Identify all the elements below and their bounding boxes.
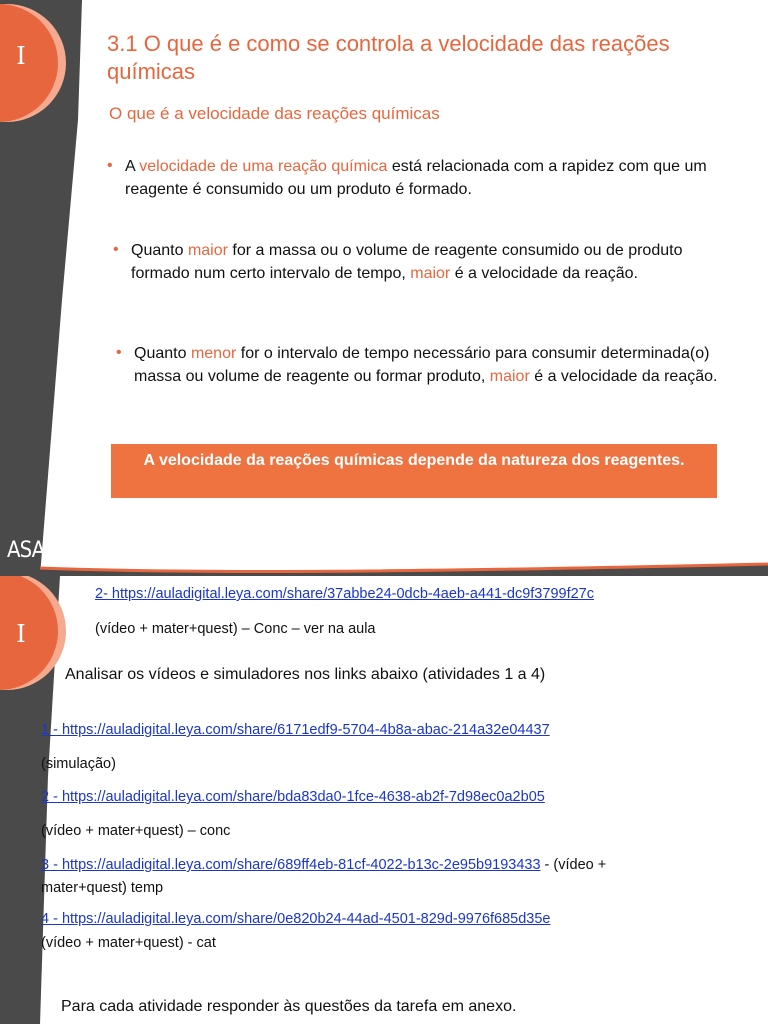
slide-2: [0, 576, 768, 1024]
bullet-text: for a massa ou o volume de reagente consumido ou de produto formado num certo intervalo de tempo,: [131, 242, 683, 282]
activity-note-2: (vídeo + mater+quest) – conc: [41, 823, 231, 839]
bullet-velocity-definition: [107, 155, 735, 201]
activity-note-top: (vídeo + mater+quest) – Conc – ver na aula: [95, 621, 376, 637]
bullet-text: A: [125, 158, 140, 175]
bullet-greater-mass: [113, 239, 731, 285]
activity-link-4[interactable]: 4 - https://auladigital.leya.com/share/0e820b24-44ad-4501-829d-9976f685d35e: [41, 911, 551, 927]
activity-note-3: - (vídeo +: [540, 857, 607, 873]
activity-note-1: (simulação): [41, 756, 116, 772]
activity-note-3-cont: mater+quest) temp: [41, 880, 164, 896]
activity-link-3[interactable]: 3 - https://auladigital.leya.com/share/689ff4eb-81cf-4022-b13c-2e95b9193433: [41, 857, 541, 873]
activity-link-1[interactable]: 1 - https://auladigital.leya.com/share/6171edf9-5704-4b8a-abac-214a32e04437: [41, 722, 550, 738]
bullet-text: Quanto: [131, 242, 188, 259]
asa-logo: ASA: [7, 538, 45, 563]
instructions-intro: Analisar os vídeos e simuladores nos links abaixo (atividades 1 a 4): [65, 666, 546, 683]
bullet-text: Quanto: [134, 345, 191, 362]
bullet-highlight: menor: [190, 345, 237, 362]
section-tab-letter: I: [16, 42, 26, 70]
bullet-smaller-interval: [116, 342, 724, 388]
activity-link-top[interactable]: 2- https://auladigital.leya.com/share/37abbe24-0dcb-4aeb-a441-dc9f3799f27c: [95, 586, 594, 602]
activity-note-4: (vídeo + mater+quest) - cat: [41, 935, 216, 951]
slide-title: 3.1 O que é e como se controla a velocidade das reações químicas: [107, 31, 670, 84]
bullet-highlight: maior: [489, 368, 530, 385]
footer-instruction: Para cada atividade responder às questões da tarefa em anexo.: [61, 998, 517, 1015]
bullet-dot-icon: •: [116, 344, 122, 361]
conclusion-banner: A velocidade da reações químicas depende da natureza dos reagentes.: [111, 444, 717, 498]
section-tab-letter: I: [16, 620, 26, 648]
orange-swoosh-divider: [0, 534, 768, 576]
bullet-dot-icon: •: [113, 241, 119, 258]
bullet-highlight: velocidade de uma reação química: [139, 158, 388, 175]
bullet-dot-icon: •: [107, 157, 113, 174]
bullet-text: é a velocidade da reação.: [450, 265, 638, 282]
bullet-text: está relacionada com a rapidez com que um reagente é consumido ou um produto é formado.: [125, 158, 707, 198]
slide-subtitle: O que é a velocidade das reações químicas: [109, 104, 440, 123]
bullet-highlight: maior: [187, 242, 228, 259]
activity-link-2[interactable]: 2 - https://auladigital.leya.com/share/bda83da0-1fce-4638-ab2f-7d98ec0a2b05: [41, 789, 545, 805]
activity-row-3: [41, 856, 761, 874]
bullet-text: é a velocidade da reação.: [529, 368, 718, 385]
bullet-highlight: maior: [410, 265, 451, 282]
bullet-text: for o intervalo de tempo necessário para consumir determinada(o) massa ou volume de reagente ou formar produto,: [134, 345, 710, 385]
